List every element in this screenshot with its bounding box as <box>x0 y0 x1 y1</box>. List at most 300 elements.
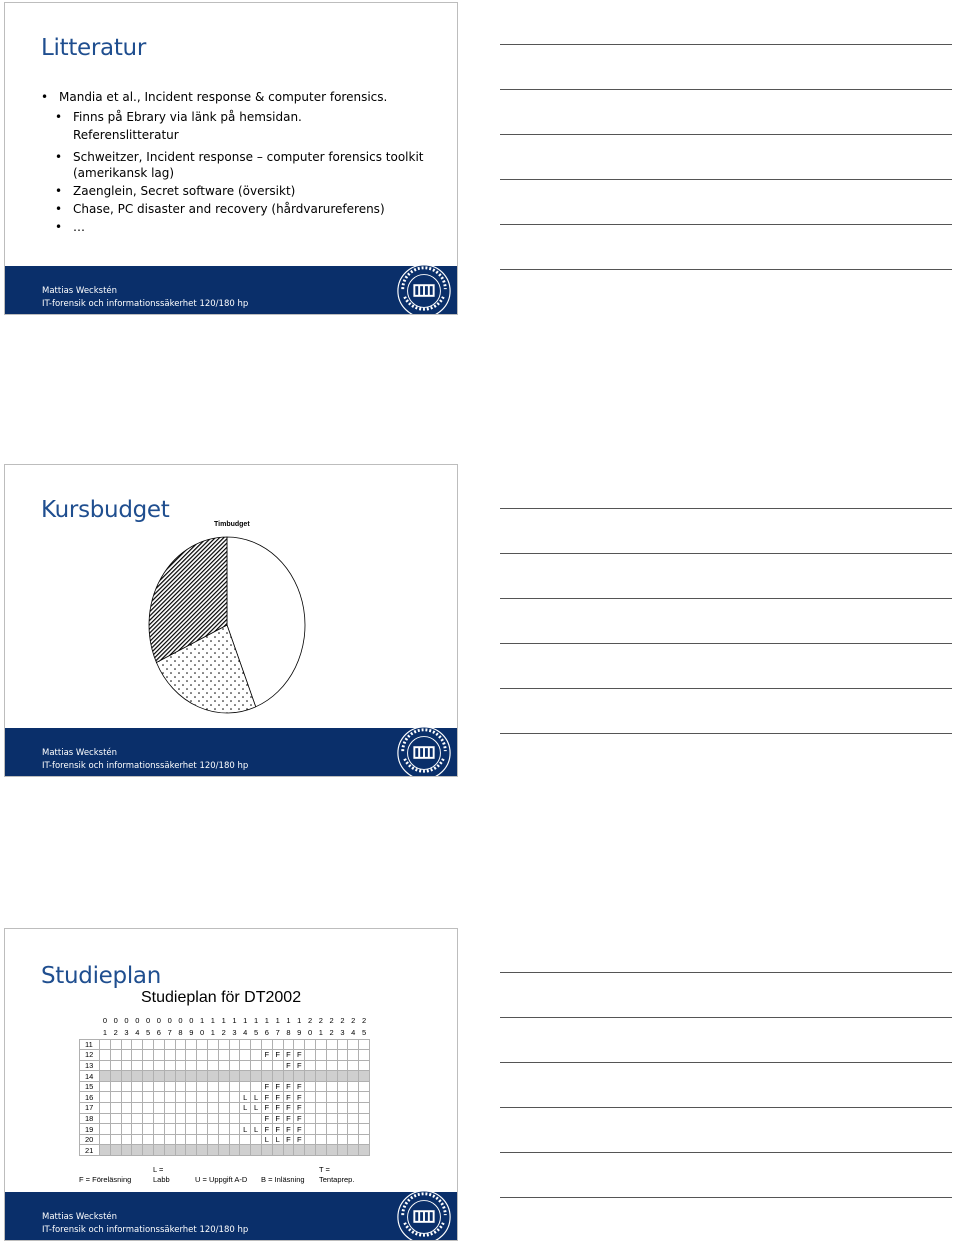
table-cell: F <box>294 1081 305 1092</box>
table-cell <box>326 1113 337 1124</box>
table-cell <box>143 1039 154 1050</box>
table-cell <box>186 1103 197 1114</box>
table-cell <box>315 1060 326 1071</box>
table-cell <box>207 1081 218 1092</box>
table-cell <box>272 1039 283 1050</box>
table-cell <box>207 1145 218 1156</box>
table-cell <box>186 1071 197 1082</box>
table-cell <box>132 1092 143 1103</box>
table-cell <box>315 1145 326 1156</box>
table-cell <box>164 1060 175 1071</box>
column-header: 2 <box>351 1016 356 1025</box>
table-cell <box>100 1039 111 1050</box>
table-cell: F <box>294 1103 305 1114</box>
table-cell <box>100 1092 111 1103</box>
table-cell <box>121 1145 132 1156</box>
table-cell <box>294 1071 305 1082</box>
footer-course: IT-forensik och informationssäkerhet 120/180 hp <box>42 761 249 771</box>
table-cell <box>218 1103 229 1114</box>
row-label: 16 <box>80 1092 100 1103</box>
table-cell: F <box>294 1050 305 1061</box>
table-cell <box>197 1134 208 1145</box>
table-cell <box>132 1050 143 1061</box>
table-cell <box>110 1050 121 1061</box>
row-label: 11 <box>80 1039 100 1050</box>
table-cell <box>272 1060 283 1071</box>
column-header: 1 <box>275 1016 280 1025</box>
table-cell: F <box>272 1113 283 1124</box>
table-cell <box>197 1039 208 1050</box>
table-cell <box>251 1081 262 1092</box>
table-cell <box>261 1071 272 1082</box>
table-cell <box>153 1145 164 1156</box>
column-header: 7 <box>275 1027 280 1037</box>
table-cell <box>251 1071 262 1082</box>
table-cell <box>186 1113 197 1124</box>
table-cell <box>229 1039 240 1050</box>
table-cell <box>315 1039 326 1050</box>
table-cell <box>240 1081 251 1092</box>
table-cell <box>218 1124 229 1135</box>
table-cell <box>326 1103 337 1114</box>
legend-u: U = Uppgift A-D <box>195 1175 248 1184</box>
table-cell: L <box>240 1092 251 1103</box>
slide-kursbudget <box>4 464 458 777</box>
table-cell <box>229 1060 240 1071</box>
bullet-subitem: • Chase, PC disaster and recovery (hårdvarureferens) <box>41 201 441 217</box>
row-label: 17 <box>80 1103 100 1114</box>
column-header: 9 <box>297 1027 302 1037</box>
table-cell <box>348 1124 359 1135</box>
legend-f: F = Föreläsning <box>79 1175 132 1184</box>
table-cell <box>153 1060 164 1071</box>
table-cell <box>207 1124 218 1135</box>
column-header: 1 <box>199 1016 205 1025</box>
table-cell <box>337 1092 348 1103</box>
table-cell: F <box>283 1081 294 1092</box>
table-cell: F <box>283 1113 294 1124</box>
note-line <box>500 1152 952 1153</box>
table-cell <box>348 1050 359 1061</box>
table-row <box>80 1081 370 1092</box>
table-cell <box>132 1039 143 1050</box>
table-cell <box>305 1071 316 1082</box>
table-cell <box>186 1060 197 1071</box>
table-cell <box>305 1113 316 1124</box>
table-cell <box>251 1134 262 1145</box>
slide-studieplan <box>4 928 458 1241</box>
table-cell <box>153 1081 164 1092</box>
column-header: 1 <box>253 1016 259 1025</box>
bullet-subitem: • Finns på Ebrary via länk på hemsidan. <box>41 109 441 125</box>
table-cell <box>251 1050 262 1061</box>
table-cell <box>218 1081 229 1092</box>
table-header-row <box>80 1027 370 1039</box>
table-cell <box>326 1134 337 1145</box>
table-cell <box>359 1060 370 1071</box>
table-cell <box>175 1092 186 1103</box>
table-cell <box>326 1124 337 1135</box>
table-cell <box>359 1092 370 1103</box>
table-cell <box>186 1081 197 1092</box>
note-line <box>500 134 952 135</box>
table-cell <box>283 1071 294 1082</box>
table-cell <box>251 1039 262 1050</box>
legend-l <box>153 1165 170 1185</box>
table-cell <box>197 1050 208 1061</box>
table-cell <box>110 1081 121 1092</box>
table-cell <box>153 1071 164 1082</box>
table-cell <box>305 1060 316 1071</box>
table-cell <box>121 1134 132 1145</box>
note-line <box>500 688 952 689</box>
table-cell <box>218 1060 229 1071</box>
table-cell <box>100 1050 111 1061</box>
table-cell <box>348 1071 359 1082</box>
column-header: 4 <box>135 1027 140 1037</box>
note-line <box>500 508 952 509</box>
column-header: 2 <box>221 1027 226 1037</box>
table-cell <box>337 1145 348 1156</box>
column-header: 2 <box>113 1027 118 1037</box>
table-cell: L <box>251 1124 262 1135</box>
column-header: 1 <box>102 1027 107 1037</box>
table-cell: F <box>294 1060 305 1071</box>
table-cell <box>326 1092 337 1103</box>
table-cell <box>207 1134 218 1145</box>
table-cell: L <box>240 1124 251 1135</box>
row-label: 20 <box>80 1134 100 1145</box>
column-header: 8 <box>178 1027 183 1037</box>
table-cell <box>207 1103 218 1114</box>
table-row <box>80 1113 370 1124</box>
table-cell <box>337 1134 348 1145</box>
column-header: 5 <box>146 1027 151 1037</box>
table-cell <box>164 1103 175 1114</box>
table-cell <box>186 1039 197 1050</box>
bullet-subitem: • Zaenglein, Secret software (översikt) <box>41 183 441 199</box>
column-header: 0 <box>199 1027 205 1037</box>
slide-footer <box>5 728 457 776</box>
table-cell <box>175 1039 186 1050</box>
table-cell <box>261 1060 272 1071</box>
table-cell: F <box>283 1124 294 1135</box>
table-cell <box>110 1103 121 1114</box>
row-label: 15 <box>80 1081 100 1092</box>
column-header: 1 <box>318 1027 323 1037</box>
table-cell <box>143 1124 154 1135</box>
table-cell <box>186 1092 197 1103</box>
table-cell <box>132 1060 143 1071</box>
table-cell <box>337 1060 348 1071</box>
table-cell <box>337 1039 348 1050</box>
table-cell <box>153 1092 164 1103</box>
table-row <box>80 1050 370 1061</box>
table-cell <box>197 1103 208 1114</box>
bullet-list <box>41 89 441 237</box>
bullet-subitem: • … <box>41 219 441 235</box>
table-cell <box>207 1050 218 1061</box>
hogskolan-halmstad-logo-icon <box>395 1188 453 1241</box>
note-line <box>500 179 952 180</box>
column-header: 9 <box>189 1027 194 1037</box>
table-cell <box>100 1081 111 1092</box>
table-cell <box>294 1145 305 1156</box>
table-cell <box>305 1039 316 1050</box>
table-cell <box>186 1050 197 1061</box>
table-cell <box>153 1103 164 1114</box>
column-header: 0 <box>307 1027 313 1037</box>
table-cell <box>283 1039 294 1050</box>
table-cell <box>240 1113 251 1124</box>
table-cell <box>197 1081 208 1092</box>
note-line <box>500 598 952 599</box>
table-cell <box>251 1113 262 1124</box>
table-cell <box>272 1145 283 1156</box>
footer-course: IT-forensik och informationssäkerhet 120/180 hp <box>42 299 249 309</box>
note-line <box>500 733 952 734</box>
table-cell: F <box>294 1134 305 1145</box>
column-header: 1 <box>264 1016 269 1025</box>
pie-chart <box>145 535 310 715</box>
table-cell: F <box>283 1092 294 1103</box>
table-cell <box>229 1050 240 1061</box>
table-row <box>80 1071 370 1082</box>
column-header: 5 <box>361 1027 367 1037</box>
table-cell <box>175 1081 186 1092</box>
table-cell <box>121 1124 132 1135</box>
table-cell <box>132 1113 143 1124</box>
table-cell <box>143 1145 154 1156</box>
note-line <box>500 1062 952 1063</box>
column-header: 2 <box>329 1027 334 1037</box>
table-cell: F <box>283 1060 294 1071</box>
table-cell <box>229 1145 240 1156</box>
note-line <box>500 44 952 45</box>
table-cell <box>153 1039 164 1050</box>
table-cell <box>348 1113 359 1124</box>
row-label: 19 <box>80 1124 100 1135</box>
legend-t-bottom: Tentaprep. <box>319 1175 355 1184</box>
table-cell <box>305 1124 316 1135</box>
table-cell <box>315 1050 326 1061</box>
table-cell <box>240 1134 251 1145</box>
chart-title: Timbudget <box>214 521 250 528</box>
column-header: 2 <box>318 1016 323 1025</box>
table-cell <box>359 1124 370 1135</box>
table-cell <box>164 1113 175 1124</box>
footer-author: Mattias Weckstén <box>42 748 118 758</box>
table-cell: L <box>251 1092 262 1103</box>
table-cell <box>348 1081 359 1092</box>
table-cell <box>110 1071 121 1082</box>
table-cell <box>110 1092 121 1103</box>
column-header: 2 <box>361 1016 367 1025</box>
column-header: 1 <box>286 1016 291 1025</box>
table-cell <box>359 1081 370 1092</box>
table-cell: F <box>261 1092 272 1103</box>
table-cell <box>197 1092 208 1103</box>
table-cell <box>121 1103 132 1114</box>
table-cell <box>240 1145 251 1156</box>
table-cell <box>132 1103 143 1114</box>
table-cell <box>164 1092 175 1103</box>
column-header: 1 <box>297 1016 302 1025</box>
column-header: 0 <box>102 1016 107 1025</box>
table-cell <box>197 1060 208 1071</box>
table-cell: F <box>294 1124 305 1135</box>
table-cell: F <box>272 1124 283 1135</box>
column-header: 2 <box>329 1016 334 1025</box>
table-cell <box>207 1039 218 1050</box>
table-cell: F <box>261 1081 272 1092</box>
table-cell <box>326 1071 337 1082</box>
table-cell <box>164 1039 175 1050</box>
table-cell <box>175 1113 186 1124</box>
column-header: 7 <box>167 1027 172 1037</box>
table-cell: F <box>283 1134 294 1145</box>
column-header: 3 <box>340 1027 345 1037</box>
table-cell <box>153 1113 164 1124</box>
table-cell <box>207 1113 218 1124</box>
table-cell <box>100 1134 111 1145</box>
table-cell <box>164 1145 175 1156</box>
column-header: 8 <box>286 1027 291 1037</box>
table-cell <box>305 1050 316 1061</box>
table-cell <box>197 1071 208 1082</box>
table-cell <box>175 1124 186 1135</box>
table-cell <box>218 1145 229 1156</box>
row-label: 14 <box>80 1071 100 1082</box>
table-cell <box>164 1134 175 1145</box>
table-cell <box>143 1060 154 1071</box>
table-cell <box>197 1145 208 1156</box>
table-cell <box>337 1071 348 1082</box>
table-cell <box>110 1134 121 1145</box>
table-cell <box>337 1050 348 1061</box>
table-cell <box>359 1134 370 1145</box>
table-cell <box>121 1039 132 1050</box>
table-cell <box>121 1113 132 1124</box>
table-cell: L <box>272 1134 283 1145</box>
table-cell <box>359 1039 370 1050</box>
column-header: 0 <box>135 1016 140 1025</box>
column-header: 4 <box>351 1027 356 1037</box>
bullet-subitem: • Schweitzer, Incident response – computer forensics toolkit (amerikansk lag) <box>41 149 441 181</box>
table-cell <box>272 1071 283 1082</box>
note-line <box>500 89 952 90</box>
table-cell: F <box>261 1113 272 1124</box>
slide-title: Studieplan <box>41 963 161 989</box>
column-header: 3 <box>124 1027 129 1037</box>
legend-b: B = Inläsning <box>261 1175 305 1184</box>
table-cell <box>110 1060 121 1071</box>
table-cell <box>305 1081 316 1092</box>
table-cell <box>326 1060 337 1071</box>
table-cell <box>229 1103 240 1114</box>
table-cell <box>315 1124 326 1135</box>
table-cell <box>337 1113 348 1124</box>
table-cell: F <box>294 1092 305 1103</box>
table-cell <box>348 1103 359 1114</box>
table-cell: L <box>261 1134 272 1145</box>
table-cell <box>100 1103 111 1114</box>
table-cell <box>100 1060 111 1071</box>
table-cell <box>110 1145 121 1156</box>
row-label: 12 <box>80 1050 100 1061</box>
column-header: 0 <box>156 1016 161 1025</box>
table-row <box>80 1039 370 1050</box>
table-row <box>80 1103 370 1114</box>
table-cell <box>218 1113 229 1124</box>
table-cell <box>315 1134 326 1145</box>
slide-title: Kursbudget <box>41 497 170 523</box>
table-cell: F <box>294 1113 305 1124</box>
table-cell <box>121 1092 132 1103</box>
column-header: 0 <box>167 1016 172 1025</box>
table-cell <box>186 1134 197 1145</box>
table-cell <box>121 1060 132 1071</box>
column-header: 0 <box>189 1016 194 1025</box>
table-cell: F <box>261 1124 272 1135</box>
table-cell <box>100 1113 111 1124</box>
footer-author: Mattias Weckstén <box>42 1212 118 1222</box>
table-cell <box>229 1092 240 1103</box>
table-cell <box>121 1081 132 1092</box>
note-line <box>500 553 952 554</box>
table-cell <box>143 1071 154 1082</box>
table-cell <box>132 1081 143 1092</box>
slide-litteratur <box>4 2 458 315</box>
table-cell <box>153 1050 164 1061</box>
table-cell: F <box>272 1092 283 1103</box>
bullet-item: • Mandia et al., Incident response & computer forensics. <box>41 89 441 105</box>
table-row <box>80 1124 370 1135</box>
legend-l-top: L = <box>153 1165 164 1174</box>
note-lines <box>500 972 952 1198</box>
table-cell <box>229 1124 240 1135</box>
table-cell <box>348 1039 359 1050</box>
table-cell <box>305 1134 316 1145</box>
note-line <box>500 269 952 270</box>
table-cell <box>240 1050 251 1061</box>
column-header: 4 <box>243 1027 248 1037</box>
slide-footer <box>5 266 457 314</box>
table-cell <box>229 1081 240 1092</box>
table-cell <box>207 1092 218 1103</box>
note-line <box>500 972 952 973</box>
table-cell <box>326 1145 337 1156</box>
table-cell <box>143 1103 154 1114</box>
footer-course: IT-forensik och informationssäkerhet 120/180 hp <box>42 1225 249 1235</box>
note-lines <box>500 44 952 270</box>
table-row <box>80 1092 370 1103</box>
table-cell <box>218 1134 229 1145</box>
hogskolan-halmstad-logo-icon <box>395 262 453 315</box>
slide-title: Litteratur <box>41 35 146 61</box>
table-cell <box>132 1145 143 1156</box>
note-line <box>500 1017 952 1018</box>
column-header: 0 <box>113 1016 118 1025</box>
table-cell <box>110 1113 121 1124</box>
table-cell <box>315 1103 326 1114</box>
column-header: 1 <box>221 1016 226 1025</box>
row-label: 18 <box>80 1113 100 1124</box>
table-cell <box>315 1113 326 1124</box>
column-header: 1 <box>210 1027 215 1037</box>
table-cell <box>337 1103 348 1114</box>
table-cell <box>240 1060 251 1071</box>
